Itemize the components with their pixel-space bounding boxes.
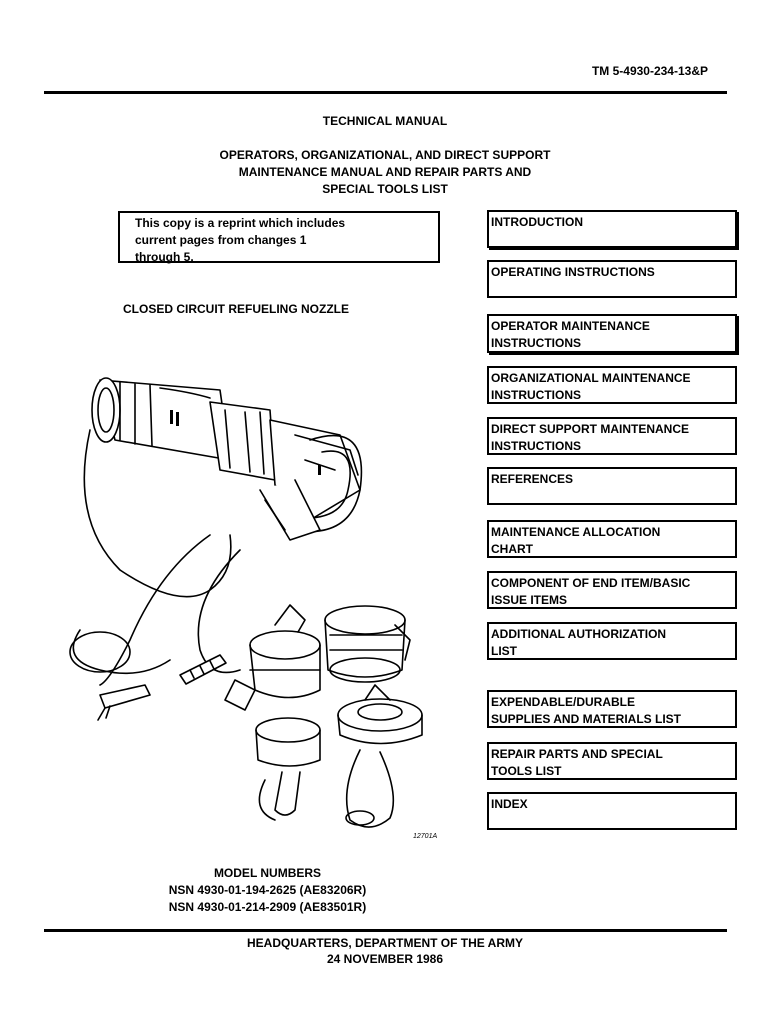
footer-date: 24 NOVEMBER 1986 — [326, 952, 444, 966]
reprint-notice — [118, 211, 440, 263]
section-label: OPERATOR MAINTENANCE — [491, 319, 650, 333]
section-label: INSTRUCTIONS — [491, 336, 581, 350]
bottom-rule — [44, 929, 727, 932]
section-repair-parts-special-tools[interactable] — [487, 742, 737, 780]
refueling-nozzle-illustration — [60, 340, 460, 840]
section-index[interactable] — [487, 792, 737, 830]
nsn-1: NSN 4930-01-194-2625 (AE83206R) — [168, 883, 367, 897]
section-label: OPERATING INSTRUCTIONS — [491, 265, 655, 279]
reprint-notice-line-3: through 5. — [135, 250, 194, 264]
section-component-of-end-item[interactable] — [487, 571, 737, 609]
section-maintenance-allocation-chart[interactable] — [487, 520, 737, 558]
figure-id: 12701A — [413, 833, 438, 840]
section-label: COMPONENT OF END ITEM/BASIC — [491, 576, 691, 590]
section-label: DIRECT SUPPORT MAINTENANCE — [491, 422, 690, 436]
section-label: REPAIR PARTS AND SPECIAL — [491, 747, 663, 761]
section-label: ORGANIZATIONAL MAINTENANCE — [491, 371, 691, 385]
section-references[interactable] — [487, 467, 737, 505]
reprint-notice-line-1: This copy is a reprint which includes — [135, 216, 346, 230]
section-label: INSTRUCTIONS — [491, 388, 581, 402]
section-label: SUPPLIES AND MATERIALS LIST — [491, 712, 682, 726]
section-label: LIST — [491, 644, 517, 658]
nsn-2: NSN 4930-01-214-2909 (AE83501R) — [168, 900, 367, 914]
section-label: EXPENDABLE/DURABLE — [491, 695, 636, 709]
section-organizational-maintenance[interactable] — [487, 366, 737, 404]
section-label: INSTRUCTIONS — [491, 439, 581, 453]
footer-issuer: HEADQUARTERS, DEPARTMENT OF THE ARMY — [247, 936, 523, 950]
section-expendable-durable-supplies[interactable] — [487, 690, 737, 728]
section-label: INDEX — [491, 797, 528, 811]
manual-title-line-3: SPECIAL TOOLS LIST — [322, 182, 448, 196]
section-label: REFERENCES — [491, 472, 574, 486]
section-operating-instructions[interactable] — [487, 260, 737, 298]
manual-title-line-2: MAINTENANCE MANUAL AND REPAIR PARTS AND — [238, 165, 532, 179]
section-direct-support-maintenance[interactable] — [487, 417, 737, 455]
section-label: CHART — [491, 542, 533, 556]
section-operator-maintenance[interactable] — [487, 314, 737, 353]
manual-kind: TECHNICAL MANUAL — [322, 114, 448, 128]
model-numbers-heading: MODEL NUMBERS — [213, 866, 322, 880]
section-label: ADDITIONAL AUTHORIZATION — [491, 627, 667, 641]
section-introduction[interactable] — [487, 210, 737, 248]
section-label: INTRODUCTION — [491, 215, 583, 229]
equipment-title: CLOSED CIRCUIT REFUELING NOZZLE — [123, 302, 349, 316]
section-additional-authorization-list[interactable] — [487, 622, 737, 660]
section-label: MAINTENANCE ALLOCATION — [491, 525, 661, 539]
manual-title-line-1: OPERATORS, ORGANIZATIONAL, AND DIRECT SUPPORT — [219, 148, 551, 162]
tm-number: TM 5-4930-234-13&P — [591, 64, 708, 78]
section-label: TOOLS LIST — [491, 764, 562, 778]
reprint-notice-line-2: current pages from changes 1 — [135, 233, 307, 247]
manual-title — [0, 147, 770, 198]
top-rule — [44, 91, 727, 94]
section-label: ISSUE ITEMS — [491, 593, 568, 607]
